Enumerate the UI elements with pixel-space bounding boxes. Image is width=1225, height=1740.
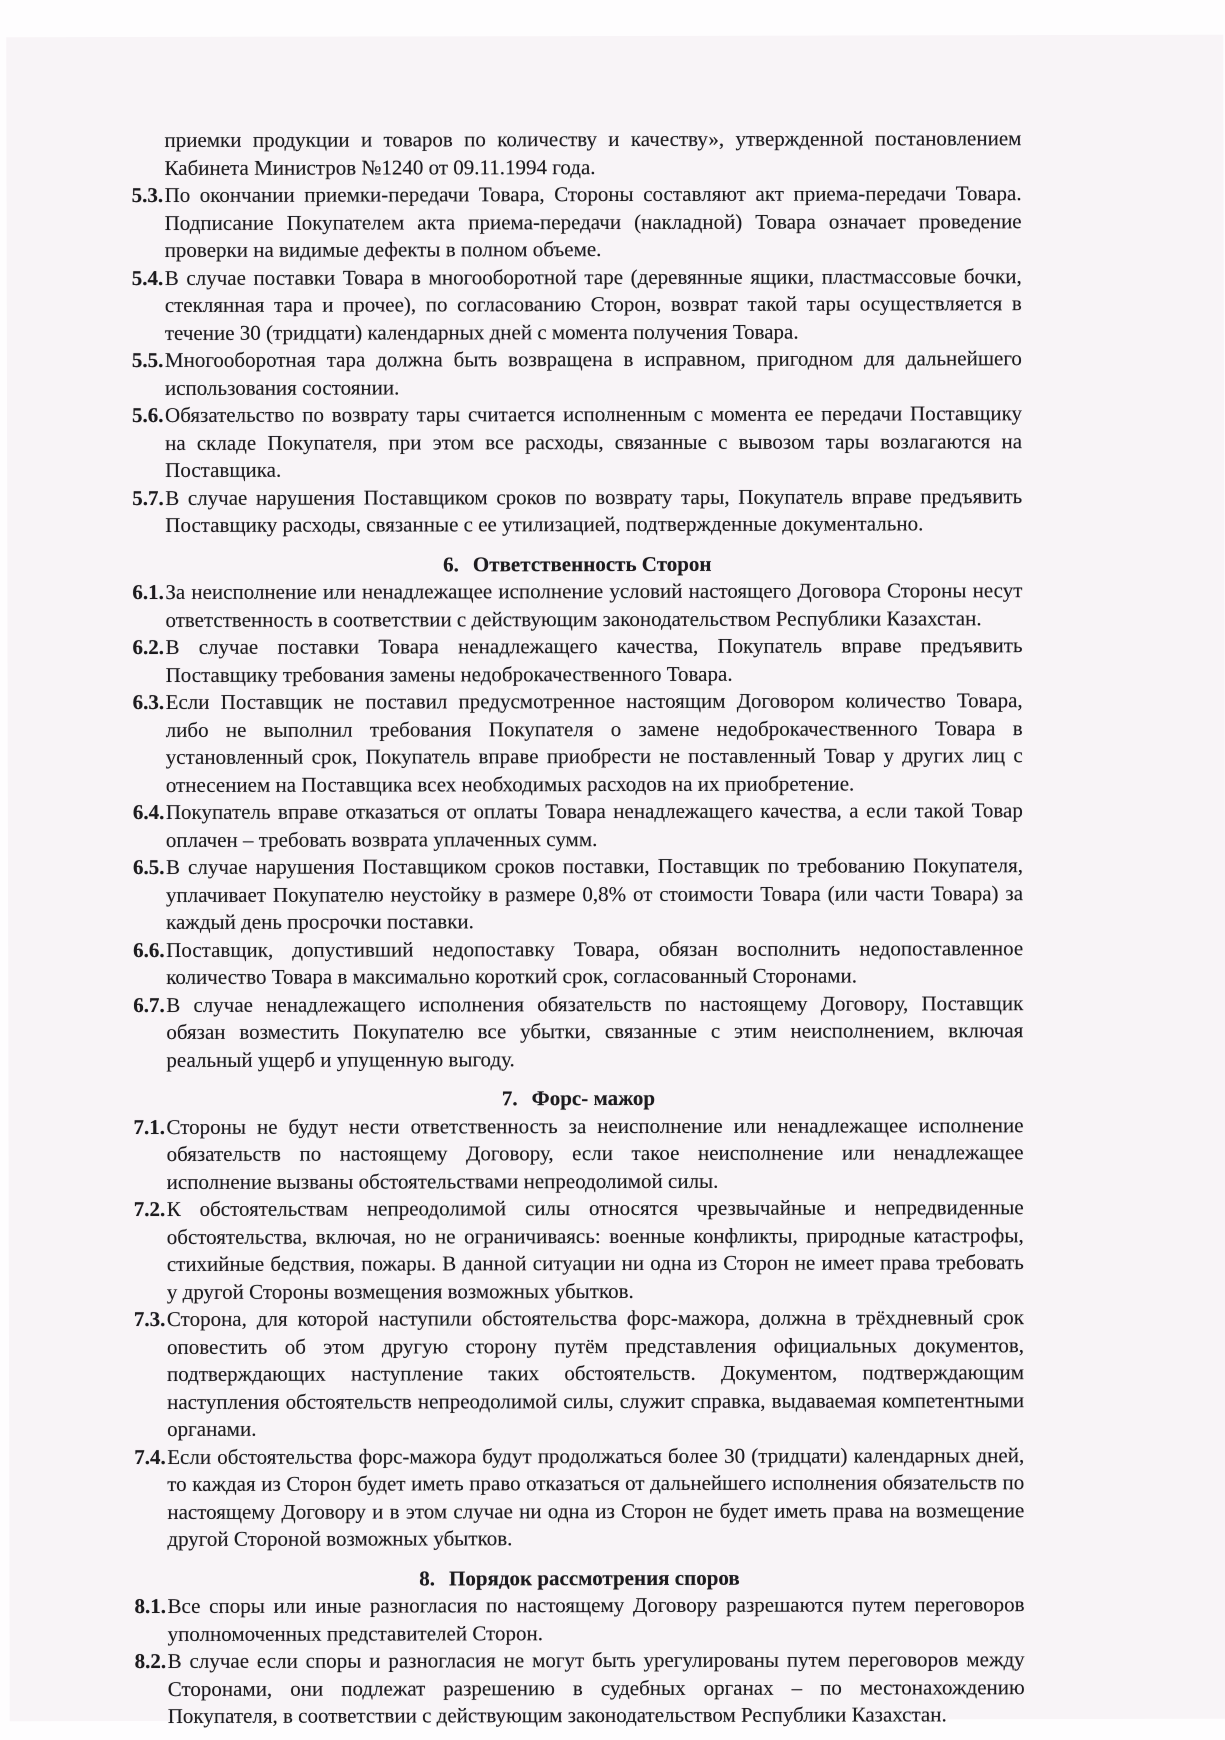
clause-5-5: [132, 345, 1022, 402]
section-heading: [134, 1564, 1024, 1593]
clause-text: Если Поставщик не поставил предусмотренное настоящим Договором количество Товара, либо не выполнил требования Покупателя о замене недоброкачественного Товара в установленный срок, Покупатель вправе приобрести не поставленный Товар у других лиц с отнесением на Поставщика всех необходимых расходов на их приобретение.: [165, 688, 1023, 797]
clause-number: 8.1.: [134, 1593, 167, 1619]
clause-text: К обстоятельствам непреодолимой силы относятся чрезвычайные и непредвиденные обстоятельства, включая, но не ограничиваясь: военные конфликты, природные катастрофы, стихийные бедствия, пожары. В данной ситуации ни одна из Сторон не имеет права требовать у другой Стороны возмещения возможных убытков.: [166, 1195, 1024, 1304]
clause-6-2: [132, 632, 1022, 689]
clause-text: Поставщик, допустивший недопоставку Товара, обязан восполнить недопоставленное количество Товара в максимально короткий срок, согласованный Сторонами.: [166, 935, 1024, 989]
clause-text: Сторона, для которой наступили обстоятельства форс-мажора, должна в трёхдневный срок оповестить об этом другую сторону путём представления официальных документов, подтверждающих наступление таких обстоятельств. Документом, подтверждающим наступления обстоятельств непреодолимой силы, служит справка, выдаваемая компетентными органами.: [166, 1305, 1025, 1441]
clause-number: 6.1.: [132, 579, 164, 605]
clause-number: 7.1.: [133, 1114, 166, 1139]
clause-text: В случае нарушения Поставщиком сроков по возврату тары, Покупатель вправе предъявить Поставщику расходы, связанные с ее утилизацией, подтвержденные документально.: [165, 483, 1023, 537]
clause-5-7: [132, 483, 1022, 540]
heading-title: Ответственность Сторон: [472, 551, 712, 576]
clause-text: В случае если споры и разногласия не могут быть урегулированы путем переговоров между Сторонами, они подлежат разрешению в судебных органах – по местонахождению Покупателя, в соответствии с действующим законодательством Республики Казахстан.: [167, 1647, 1025, 1728]
clause-8-1: [134, 1591, 1024, 1648]
clause-5-4: [132, 263, 1022, 347]
clause-text: В случае ненадлежащего исполнения обязательств по настоящему Договору, Поставщик обязан возместить Покупателю все убытки, связанные с этим неисполнением, включая реальный ущерб и упущенную выгоду.: [166, 990, 1024, 1072]
sections-container: [132, 180, 1025, 1730]
clause-8-2: [135, 1646, 1025, 1730]
section-heading: [133, 1084, 1023, 1113]
clause-number: 6.4.: [132, 799, 165, 825]
clause-5-6: [132, 400, 1022, 484]
heading-number: 6.: [443, 551, 459, 576]
clause-number: 6.5.: [132, 854, 165, 880]
clause-number: 5.4.: [131, 265, 164, 290]
clause-text: По окончании приемки-передачи Товара, Стороны составляют акт приема-передачи Товара. Подписание Покупателем акта приема-передачи (накладной) Товара означает проведение проверки на видимые дефекты в полном объеме.: [164, 181, 1022, 262]
clause-7-2: [134, 1194, 1024, 1306]
heading-number: 7.: [501, 1086, 518, 1111]
clause-7-4: [134, 1442, 1024, 1554]
clause-5-3: [132, 180, 1022, 264]
clause-text: Многооборотная тара должна быть возвращена в исправном, пригодном для дальнейшего использования состоянии.: [164, 346, 1022, 400]
clause-text: За неисполнение или ненадлежащее исполнение условий настоящего Договора Стороны несут ответственность в соответствии с действующим законодательством Республики Казахстан.: [165, 578, 1023, 632]
heading-number: 8.: [419, 1565, 436, 1590]
clause-number: 7.3.: [133, 1306, 166, 1332]
clause-text: В случае поставки Товара в многооборотной таре (деревянные ящики, пластмассовые бочки, стеклянная тара и прочее), по согласованию Сторон, возврат такой тары осуществляется в течение 30 (тридцати) календарных дней с момента получения Товара.: [164, 263, 1022, 345]
clause-number: 6.2.: [132, 634, 165, 660]
clause-number: 5.5.: [131, 347, 164, 373]
clause-text: Обязательство по возврату тары считается исполненным с момента ее передачи Поставщику на складе Покупателя, при этом все расходы, связанные с вывозом тары возлагаются на Поставщика.: [165, 401, 1023, 482]
clause-number: 5.7.: [132, 485, 164, 510]
clause-text: В случае поставки Товара ненадлежащего качества, Покупатель вправе предъявить Поставщику требования замены недоброкачественного Товара.: [165, 633, 1023, 687]
clause-number: 6.3.: [132, 689, 165, 715]
section-heading: [132, 550, 1022, 579]
clause-number: 6.6.: [133, 937, 165, 962]
clause-number: 5.6.: [132, 402, 164, 428]
clause-text: В случае нарушения Поставщиком сроков поставки, Поставщик по требованию Покупателя, уплачивает Покупателю неустойку в размере 0,8% от стоимости Товара (или части Товара) за каждый день просрочки поставки.: [165, 853, 1024, 934]
clause-6-1: [132, 577, 1022, 634]
clause-number: 7.4.: [134, 1444, 166, 1469]
clause-text: Если обстоятельства форс-мажора будут продолжаться более 30 (тридцати) календарных дней, то каждая из Сторон будет иметь право отказаться от дальнейшего исполнения обязательств по настоящему Договору и в этом случае ни одна из Сторон не будет иметь права на возмещение другой Стороной возможных убытков.: [167, 1442, 1025, 1551]
clause-6-4: [133, 797, 1023, 854]
clause-number: 7.2.: [133, 1196, 166, 1222]
clause-7-1: [133, 1112, 1023, 1196]
clause-7-3: [134, 1304, 1024, 1443]
clause-6-5: [133, 852, 1023, 936]
clause-6-3: [133, 687, 1023, 799]
clause-6-7: [133, 990, 1023, 1074]
document-body: [131, 125, 1024, 1730]
clause-number: 8.2.: [134, 1648, 167, 1674]
clause-text: Все споры или иные разногласия по настоящему Договору разрешаются путем переговоров уполномоченных представителей Сторон.: [167, 1592, 1025, 1646]
clause-number: 6.7.: [133, 992, 165, 1017]
clause-text: Покупатель вправе отказаться от оплаты Товара ненадлежащего качества, а если такой Товар оплачен – требовать возврата уплаченных сумм.: [165, 798, 1023, 852]
heading-title: Порядок рассмотрения споров: [448, 1565, 740, 1590]
clause-number: 5.3.: [131, 182, 164, 208]
clause-text: Стороны не будут нести ответственность за неисполнение или ненадлежащее исполнение обязательств по настоящему Договору, если такое неисполнение или ненадлежащее исполнение вызваны обстоятельствами непреодолимой силы.: [166, 1112, 1024, 1194]
heading-title: Форс- мажор: [531, 1085, 656, 1111]
clause-6-6: [133, 935, 1023, 992]
continuation-paragraph: приемки продукции и товаров по количеству и качеству», утвержденной постановлением Кабинета Министров №1240 от 09.11.1994 года.: [164, 126, 1022, 180]
scanned-contract-page: [6, 35, 1225, 1728]
